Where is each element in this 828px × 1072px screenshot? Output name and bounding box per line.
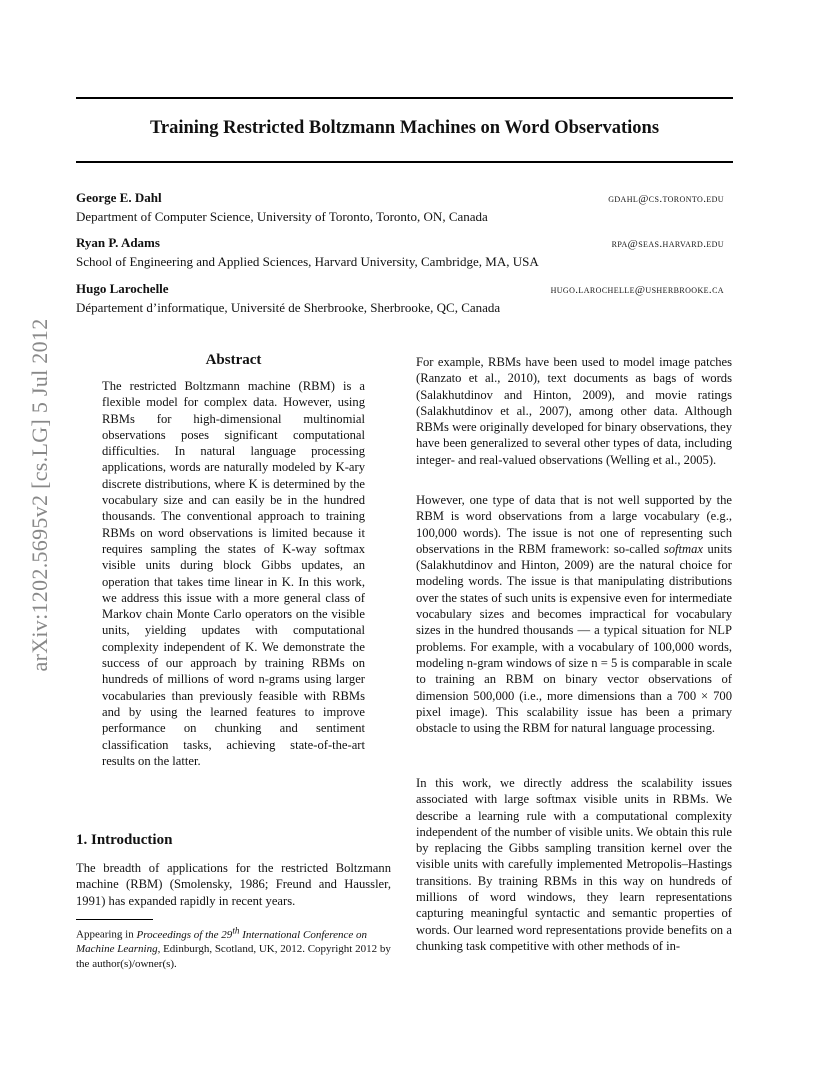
title-bottom-rule [76,161,733,163]
author-email: gdahl@cs.toronto.edu [608,193,724,205]
introduction-body [76,860,391,909]
author-name: Ryan P. Adams [76,235,160,250]
right-paragraph [416,354,732,468]
footnote [76,923,391,971]
author-affiliation: School of Engineering and Applied Sciences, Harvard University, Cambridge, MA, USA [76,254,539,269]
footnote-prefix: Appearing in [76,928,137,941]
author-name: Hugo Larochelle [76,281,169,296]
abstract-text: The restricted Boltzmann machine (RBM) is a flexible model for complex data. However, using RBMs for high-dimensional multinomial observations poses significant computational difficulties. In natural language processing applications, words are naturally modeled by K-ary discrete distributions, where K is determined by the vocabulary size and can easily be in the hundred thousands. The conventional approach to training RBMs on word observations is limited because it requires sampling the states of K-way softmax visible units during block Gibbs updates, an operation that takes time linear in K. In this work, we address this issue with a more general class of Markov chain Monte Carlo operators on the visible units, yielding updates with computational complexity independent of K. We demonstrate the success of our approach by training RBMs on hundreds of millions of word n-grams using larger vocabularies than previously feasible with RBMs and by using the learned features to improve performance on chunking and sentiment classification tasks, achieving state-of-the-art results on the latter. [102,379,365,768]
abstract-heading: Abstract [205,352,262,368]
paragraph-text: However, one type of data that is not well supported by the RBM is word observations from a large vocabulary (e.g., 100,000 words). The issue is not one of representing such observations in the RBM framework: so-called softmax units (Salakhutdinov and Hinton, 2009) are the natural choice for modeling words. The issue is that manipulating distributions over the states of such units is expensive even for intermediate vocabulary sizes and becomes impractical for vocabulary sizes in the hundred thousands — a typical situation for NLP problems. For example, with a vocabulary of 100,000 words, modeling n-gram windows of size n = 5 is comparable in scale to training an RBM on binary vector observations of dimension 500,000 (i.e., more dimensions than a 700 × 700 pixel image). This scalability issue has been a primary obstacle to using the RBM for natural language processing. [416,493,732,736]
footnote-venue: Proceedings of the 29th International Conference on Machine Learning [76,925,368,956]
abstract-body [102,378,365,769]
footnote-rule [76,919,153,920]
author-name: George E. Dahl [76,190,162,205]
author-email: hugo.larochelle@usherbrooke.ca [550,284,724,296]
emphasis-softmax: softmax [663,541,704,556]
arxiv-identifier: arXiv:1202.5695v2 [cs.LG] 5 Jul 2012 [27,318,52,672]
author-affiliation: Department of Computer Science, University of Toronto, Toronto, ON, Canada [76,209,488,224]
introduction-text: The breadth of applications for the restricted Boltzmann machine (RBM) (Smolensky, 1986; Freund and Haussler, 1991) has expanded rapidly in recent years. [76,861,391,908]
paragraph-text: In this work, we directly address the scalability issues associated with large softmax visible units in RBMs. We describe a learning rule with a computational complexity independent of the number of visible units. We obtain this rule by replacing the Gibbs sampling transition kernel over the visible units with carefully implemented Metropolis–Hastings transitions. By training RBMs in this way on hundreds of millions of word windows, they learn representations capturing meaningful syntactic and semantic properties of words. Our learned word representations provide benefits on a chunking task competitive with other methods of in- [416,776,732,953]
title-top-rule [76,97,733,99]
right-paragraph [416,775,732,954]
author-email: rpa@seas.harvard.edu [611,238,724,250]
right-paragraph [416,492,732,736]
footnote-suffix: , Edinburgh, Scotland, UK, 2012. Copyright 2012 by the author(s)/owner(s). [76,943,391,970]
paper-title: Training Restricted Boltzmann Machines on Word Observations [149,118,660,138]
section-heading-introduction: 1. Introduction [76,832,173,848]
paragraph-text: For example, RBMs have been used to model image patches (Ranzato et al., 2010), text documents as bags of words (Salakhutdinov and Hinton, 2009), and movie ratings (Salakhutdinov et al., 2007), among other data. Although RBMs were originally developed for binary observations, they have been generalized to several other types of data, including integer- and real-valued observations (Welling et al., 2005). [416,355,732,467]
author-affiliation: Département d’informatique, Université de Sherbrooke, Sherbrooke, QC, Canada [76,300,501,315]
